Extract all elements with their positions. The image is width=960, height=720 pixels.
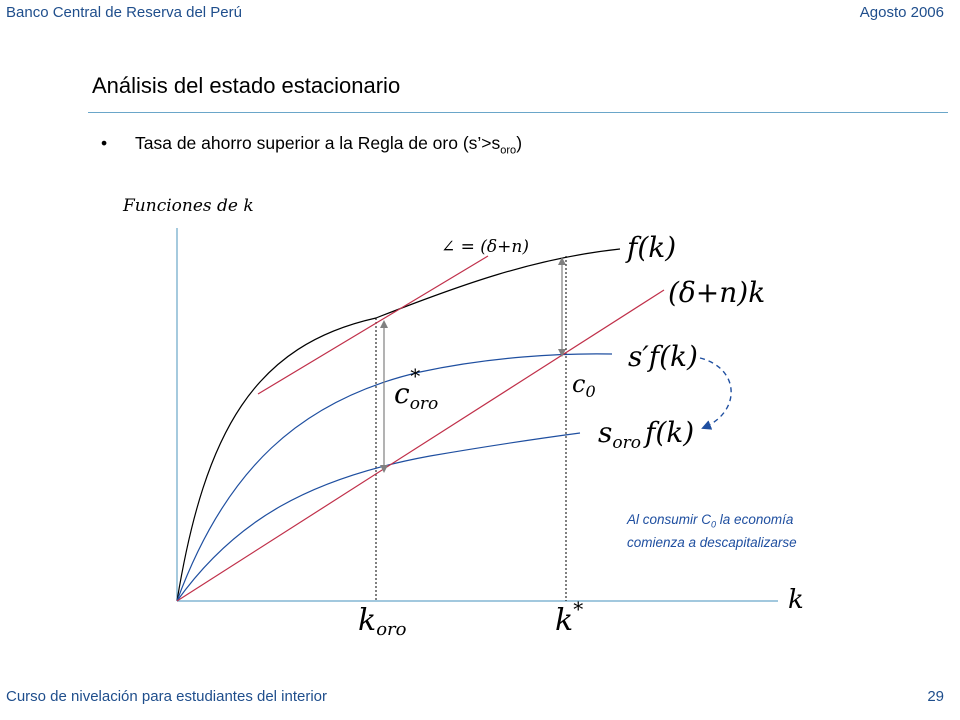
bullet-marker: • xyxy=(101,133,108,153)
bullet-text-sub: oro xyxy=(500,144,517,157)
note-line-2: comienza a descapitalizarse xyxy=(627,534,797,550)
production-curve-f xyxy=(177,249,620,601)
c-oro-label: $c_{oro}*$ xyxy=(394,364,439,414)
annotation-note xyxy=(627,511,797,552)
s-oro-curve xyxy=(177,433,580,601)
f-label: f(k) xyxy=(627,231,677,264)
page-number: 29 xyxy=(927,688,944,705)
x-axis-label: k xyxy=(788,585,804,615)
header-institution: Banco Central de Reserva del Perú xyxy=(6,4,242,21)
tangent-line xyxy=(258,256,488,394)
depreciation-line xyxy=(177,290,664,601)
c0-label: $c_0$ xyxy=(572,370,596,401)
depreciation-label: (δ+n)k xyxy=(668,276,766,309)
k-oro-label: koro xyxy=(358,603,407,640)
tangent-label: ∠ = (δ+n) xyxy=(441,237,529,257)
bullet-text-end: ) xyxy=(516,133,523,153)
s-oro-label: $s_{oro}$ f(k) xyxy=(598,416,695,453)
s-prime-label: s′f(k) xyxy=(628,340,698,373)
y-axis-label: Funciones de k xyxy=(123,196,254,216)
shift-arrow xyxy=(700,358,731,428)
bullet-text: Tasa de ahorro superior a la Regla de oro (s’>s xyxy=(135,133,501,153)
footer-course: Curso de nivelación para estudiantes del interior xyxy=(6,688,328,705)
note-line-1: Al consumir $C_0$ la economía xyxy=(627,512,794,530)
k-star-label: k* xyxy=(555,597,584,638)
header-date: Agosto 2006 xyxy=(859,4,944,21)
slide-title: Análisis del estado estacionario xyxy=(92,73,401,98)
